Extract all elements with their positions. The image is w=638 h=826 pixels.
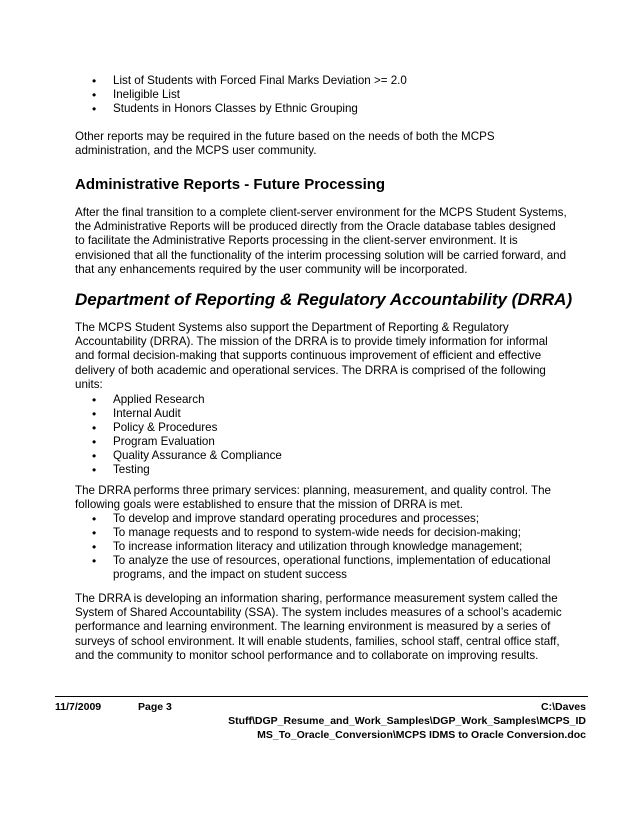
list-item: • Program Evaluation [75, 435, 567, 449]
ssa-paragraph: The DRRA is developing an information sharing, performance measurement system called the System of Shared Accountability (SSA). The system includes measures of a school’s academic performance and learning environment. The learning environment is measured by a series of surveys of school environment. It will enable students, families, school staff, central office staff, and the community to monitor school performance and to collaborate on improving results. [75, 592, 562, 662]
list-item: • Applied Research [75, 393, 567, 407]
list-item: • Quality Assurance & Compliance [75, 449, 567, 463]
footer-file-path [206, 700, 586, 742]
list-item: • To manage requests and to respond to system-wide needs for decision-making; [75, 526, 567, 540]
admin-heading-block [75, 176, 567, 194]
list-item: • Students in Honors Classes by Ethnic Grouping [75, 102, 567, 116]
list-item: • List of Students with Forced Final Marks Deviation >= 2.0 [75, 74, 567, 88]
list-item: • To analyze the use of resources, operational functions, implementation of educational programs, and the impact on student success [75, 554, 567, 582]
admin-reports-paragraph: After the final transition to a complete client-server environment for the MCPS Student Systems, the Administrative Reports will be produced directly from the Oracle database tables designed to facilitate the Administrative Reports processing in the client-server environment. It is envisioned that all the functionality of the interim processing solution will be carried forward, and that any enhancements required by the user community will be incorporated. [75, 206, 567, 276]
footer-date: 11/7/2009 [55, 701, 102, 713]
drra-units-list [75, 393, 567, 477]
drra-services-paragraph: The DRRA performs three primary services: planning, measurement, and quality control. The following goals were established to ensure that the mission of DRRA is met. [75, 484, 551, 512]
drra-services-block [75, 484, 567, 582]
drra-heading-block [75, 290, 595, 310]
footer-divider [55, 696, 588, 697]
footer-page-number: Page 3 [138, 701, 172, 713]
list-item: • Testing [75, 463, 567, 477]
top-report-list [75, 74, 567, 116]
list-item: • Internal Audit [75, 407, 567, 421]
top-report-list-block [75, 74, 567, 116]
ssa-block [75, 592, 567, 663]
drra-heading: Department of Reporting & Regulatory Accountability (DRRA) [75, 290, 573, 309]
other-reports-paragraph: Other reports may be required in the future based on the needs of both the MCPS administration, and the MCPS user community. [75, 130, 495, 158]
footer-path-line: C:\Daves [541, 701, 586, 713]
list-item: • Policy & Procedures [75, 421, 567, 435]
list-item: • To develop and improve standard operating procedures and processes; [75, 512, 567, 526]
drra-goals-list [75, 512, 567, 582]
footer-path-line: MS_To_Oracle_Conversion\MCPS IDMS to Oracle Conversion.doc [257, 729, 586, 741]
list-item: • Ineligible List [75, 88, 567, 102]
drra-intro-block [75, 321, 567, 477]
other-reports-block [75, 130, 567, 158]
admin-reports-heading: Administrative Reports - Future Processing [75, 176, 386, 193]
footer-path-line: Stuff\DGP_Resume_and_Work_Samples\DGP_Work_Samples\MCPS_ID [228, 715, 586, 727]
drra-intro-paragraph: The MCPS Student Systems also support the Department of Reporting & Regulatory Accountability (DRRA). The mission of the DRRA is to provide timely information for informal and formal decision-making that supports continuous improvement of efficient and effective delivery of both academic and operational services. The DRRA is comprised of the following units: [75, 321, 548, 391]
list-item: • To increase information literacy and utilization through knowledge management; [75, 540, 567, 554]
admin-paragraph-block [75, 206, 567, 277]
